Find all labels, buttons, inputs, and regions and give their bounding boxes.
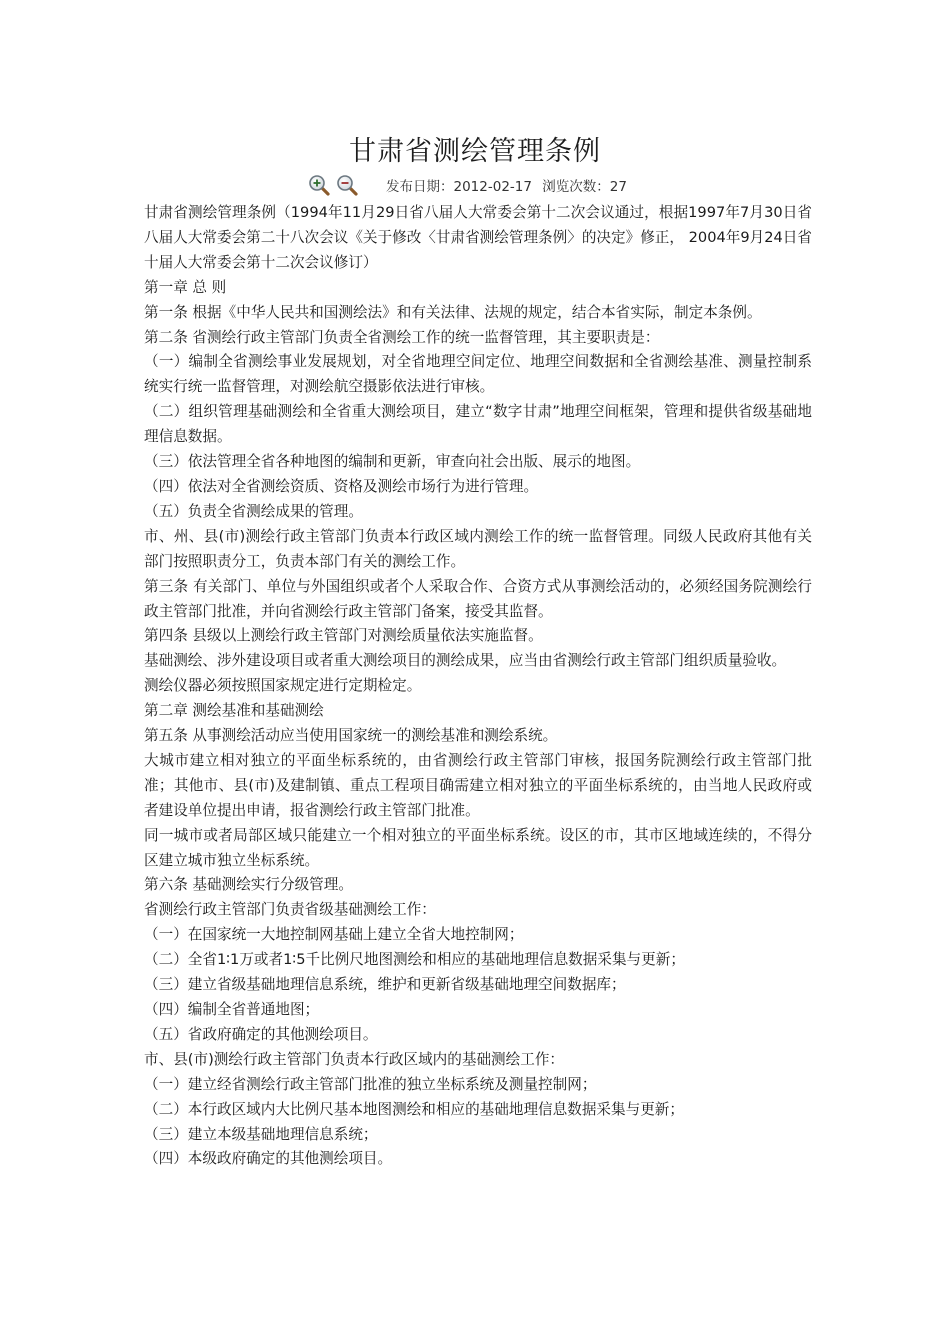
article-paragraph: （四）编制全省普通地图； (144, 1001, 320, 1018)
article-paragraph: 第四条 县级以上测绘行政主管部门对测绘质量依法实施监督。 (144, 627, 543, 645)
article-paragraph: 市、县(市)测绘行政主管部门负责本行政区域内的基础测绘工作： (144, 1050, 565, 1068)
article-paragraph: 大城市建立相对独立的平面坐标系统的，由省测绘行政主管部门审核，报国务院测绘行政主管部门批准；其他市、县(市)及建制镇、重点工程项目确需建立相对独立的平面坐标系统的，由当地人民政府或者建设单位提出申请，报省测绘行政主管部门批准。 (144, 751, 812, 819)
zoom-controls (308, 174, 358, 196)
article-paragraph: （二）本行政区域内大比例尺基本地图测绘和相应的基础地理信息数据采集与更新； (144, 1100, 684, 1118)
article-paragraph: 市、州、县(市)测绘行政主管部门负责本行政区域内测绘工作的统一监督管理。同级人民政府其他有关部门按照职责分工，负责本部门有关的测绘工作。 (144, 527, 812, 570)
article-paragraph: （一）在国家统一大地控制网基础上建立全省大地控制网； (144, 926, 524, 944)
article-paragraph: 省测绘行政主管部门负责省级基础测绘工作： (144, 901, 436, 919)
article-paragraph: 同一城市或者局部区域只能建立一个相对独立的平面坐标系统。设区的市，其市区地域连续的，不得分区建立城市独立坐标系统。 (144, 826, 812, 869)
article-paragraph: 甘肃省测绘管理条例（1994年11月29日省八届人大常委会第十二次会议通过，根据1997年7月30日省八届人大常委会第二十八次会议《关于修改〈甘肃省测绘管理条例〉的决定》修正， 2004年9月24日省十届人大常委会第十二次会议修订） (144, 204, 812, 271)
article-paragraph: （一）建立经省测绘行政主管部门批准的独立坐标系统及测量控制网； (144, 1075, 597, 1093)
article-paragraph: （一）编制全省测绘事业发展规划，对全省地理空间定位、地理空间数据和全省测绘基准、测量控制系统实行统一监督管理，对测绘航空摄影依法进行审核。 (144, 353, 812, 396)
publish-date: 发布日期：2012-02-17 (386, 179, 532, 195)
article-paragraph: 第一条 根据《中华人民共和国测绘法》和有关法律、法规的规定，结合本省实际，制定本条例。 (144, 303, 762, 321)
view-count: 浏览次数：27 (542, 179, 627, 195)
article-paragraph: （三）建立本级基础地理信息系统； (144, 1125, 378, 1143)
article-paragraph: 第一章 总 则 (144, 278, 227, 296)
article-paragraph: 第二章 测绘基准和基础测绘 (144, 702, 324, 720)
page-title: 甘肃省测绘管理条例 (349, 136, 601, 167)
article-paragraph: 第二条 省测绘行政主管部门负责全省测绘工作的统一监督管理，其主要职责是： (144, 328, 660, 346)
article-paragraph: （三）建立省级基础地理信息系统，维护和更新省级基础地理空间数据库； (144, 976, 626, 994)
article-paragraph: （二）全省1∶1万或者1∶5千比例尺地图测绘和相应的基础地理信息数据采集与更新； (144, 951, 685, 969)
article-paragraph: 第五条 从事测绘活动应当使用国家统一的测绘基准和测绘系统。 (144, 727, 558, 745)
article-paragraph: 基础测绘、涉外建设项目或者重大测绘项目的测绘成果，应当由省测绘行政主管部门组织质量验收。 (144, 652, 787, 670)
zoom-out-icon[interactable] (336, 174, 358, 196)
article-paragraph: （四）依法对全省测绘资质、资格及测绘市场行为进行管理。 (144, 477, 539, 495)
article-paragraph: 测绘仪器必须按照国家规定进行定期检定。 (144, 677, 422, 695)
article-paragraph: （二）组织管理基础测绘和全省重大测绘项目，建立“数字甘肃”地理空间框架，管理和提供省级基础地理信息数据。 (144, 403, 812, 446)
article-paragraph: 第三条 有关部门、单位与外国组织或者个人采取合作、合资方式从事测绘活动的，必须经国务院测绘行政主管部门批准，并向省测绘行政主管部门备案，接受其监督。 (144, 577, 812, 620)
article-paragraph: （五）负责全省测绘成果的管理。 (144, 502, 363, 520)
article-paragraph: （五）省政府确定的其他测绘项目。 (144, 1025, 378, 1043)
article-paragraph: （三）依法管理全省各种地图的编制和更新，审查向社会出版、展示的地图。 (144, 453, 641, 471)
article-paragraph: （四）本级政府确定的其他测绘项目。 (144, 1150, 393, 1168)
meta-text (386, 177, 633, 197)
zoom-in-icon[interactable] (308, 174, 330, 196)
article-paragraph: 第六条 基础测绘实行分级管理。 (144, 876, 353, 894)
article-meta (0, 177, 950, 197)
article-body (144, 201, 812, 1172)
